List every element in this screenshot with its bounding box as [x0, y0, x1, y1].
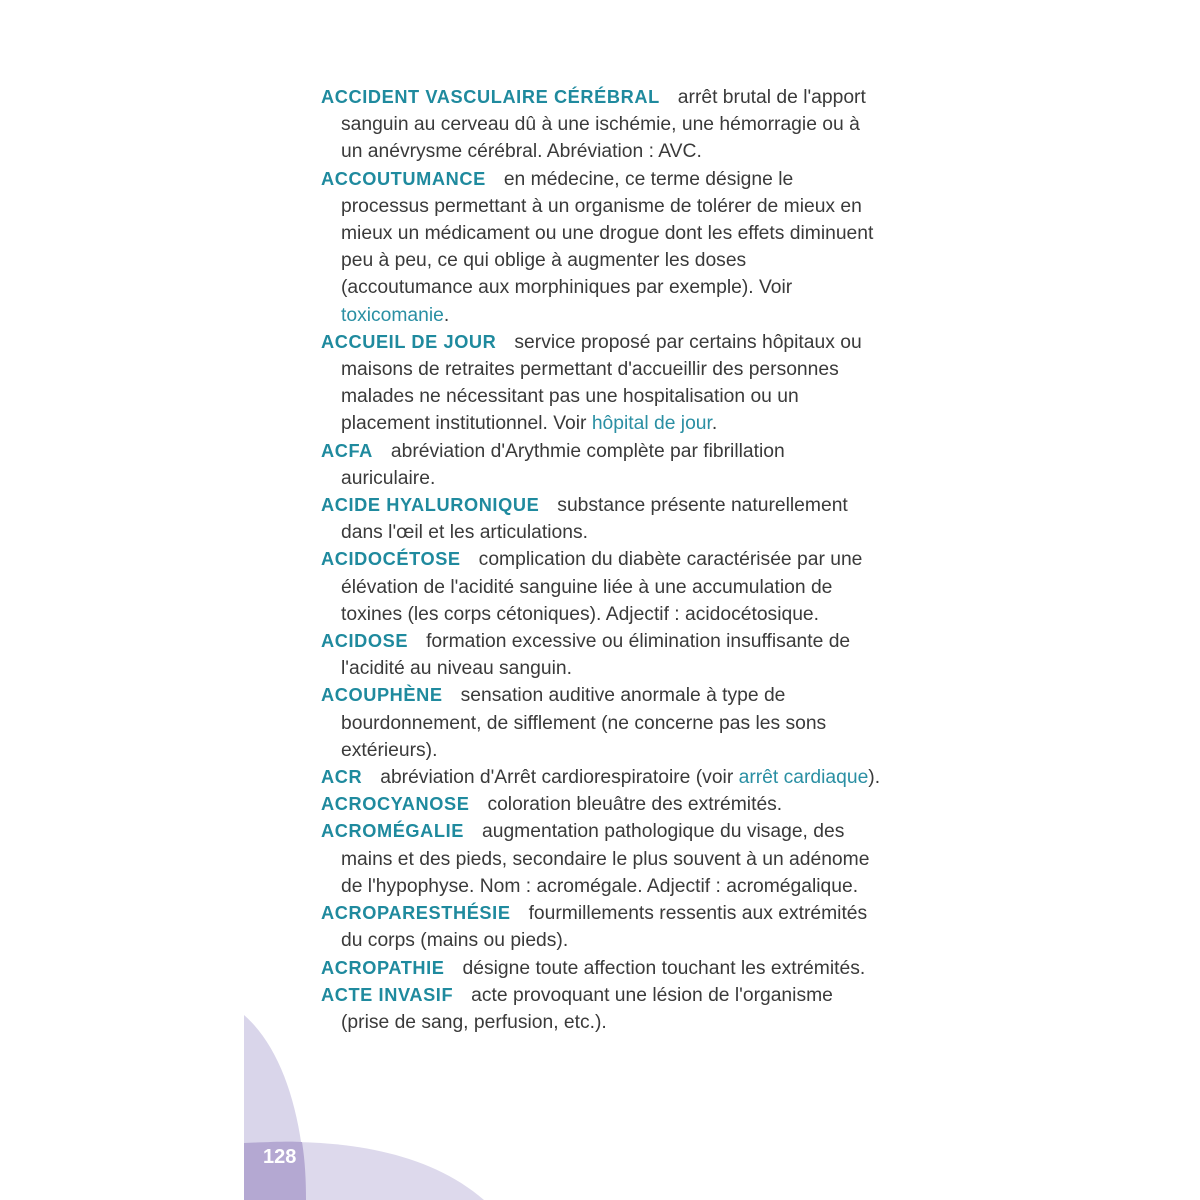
glossary-entry	[321, 791, 881, 818]
entry-term: ACCUEIL DE JOUR	[321, 331, 497, 352]
glossary-entry	[321, 682, 881, 764]
glossary-entry	[321, 982, 881, 1036]
entry-definition: désigne toute affection touchant les extrémités.	[462, 957, 866, 979]
glossary-entry	[321, 628, 881, 682]
glossary-entry	[321, 84, 881, 166]
cross-reference-link[interactable]: hôpital de jour	[591, 413, 712, 435]
entry-definition: ).	[868, 767, 881, 789]
glossary-entry	[321, 492, 881, 546]
entry-definition: formation excessive ou élimination insuffisante de l'acidité au niveau sanguin.	[341, 631, 851, 680]
entry-term: ACCOUTUMANCE	[321, 168, 486, 189]
glossary-entry	[321, 955, 881, 982]
glossary-entry	[321, 546, 881, 628]
entry-term: ACIDE HYALURONIQUE	[321, 495, 540, 516]
entry-definition: sensation auditive anormale à type de bourdonnement, de sifflement (ne concerne pas les sons extérieurs).	[341, 685, 827, 761]
entry-definition: .	[443, 304, 450, 326]
entry-term: ACTE INVASIF	[321, 984, 454, 1005]
entry-term: ACFA	[321, 440, 373, 461]
glossary-entry	[321, 166, 881, 329]
glossary-entry	[321, 438, 881, 492]
entry-definition: abréviation d'Arrêt cardiorespiratoire (voir	[380, 767, 739, 789]
entry-term: ACROMÉGALIE	[321, 821, 465, 842]
entry-term: ACROPARESTHÉSIE	[321, 903, 511, 924]
glossary-entry	[321, 329, 881, 438]
entry-term: ACIDOCÉTOSE	[321, 549, 461, 570]
dictionary-page	[244, 0, 956, 1200]
cross-reference-link[interactable]: toxicomanie	[341, 304, 444, 326]
entry-definition: complication du diabète caractérisée par une élévation de l'acidité sanguine liée à une accumulation de toxines (les corps cétoniques). Adjectif : acidocétosique.	[341, 549, 863, 625]
entry-definition: .	[711, 413, 718, 435]
entry-definition: arrêt brutal de l'apport sanguin au cerveau dû à une ischémie, une hémorragie ou à un anévrysme cérébral. Abréviation : AVC.	[341, 87, 866, 163]
glossary-entry	[321, 818, 881, 900]
entry-term: ACROCYANOSE	[321, 794, 470, 815]
entry-definition: fourmillements ressentis aux extrémités du corps (mains ou pieds).	[341, 903, 868, 952]
page-number: 128	[263, 1146, 297, 1168]
entry-definition: augmentation pathologique du visage, des mains et des pieds, secondaire le plus souvent à un adénome de l'hypophyse. Nom : acromégale. Adjectif : acromégalique.	[341, 821, 870, 897]
glossary-entry	[321, 764, 881, 791]
entry-term: ACIDOSE	[321, 631, 409, 652]
entry-definition: coloration bleuâtre des extrémités.	[487, 794, 783, 816]
glossary-entries	[321, 84, 881, 1036]
entry-definition: service proposé par certains hôpitaux ou maisons de retraites permettant d'accueillir des personnes malades ne nécessitant pas une hospitalisation ou un placement institutionnel. Voir	[341, 331, 862, 435]
entry-definition: en médecine, ce terme désigne le processus permettant à un organisme de tolérer de mieux en mieux un médicament ou une drogue dont les effets diminuent peu à peu, ce qui oblige à augmenter les doses (accoutumance aux morphiniques par exemple). Voir	[341, 168, 874, 299]
entry-term: ACR	[321, 767, 363, 788]
entry-definition: substance présente naturellement dans l'œil et les articulations.	[341, 495, 848, 544]
entry-term: ACOUPHÈNE	[321, 685, 443, 706]
entry-definition: acte provoquant une lésion de l'organisme (prise de sang, perfusion, etc.).	[341, 984, 833, 1033]
glossary-entry	[321, 900, 881, 954]
entry-term: ACCIDENT VASCULAIRE CÉRÉBRAL	[321, 87, 660, 107]
cross-reference-link[interactable]: arrêt cardiaque	[738, 767, 869, 789]
entry-term: ACROPATHIE	[321, 957, 445, 978]
entry-definition: abréviation d'Arythmie complète par fibrillation auriculaire.	[341, 440, 785, 489]
